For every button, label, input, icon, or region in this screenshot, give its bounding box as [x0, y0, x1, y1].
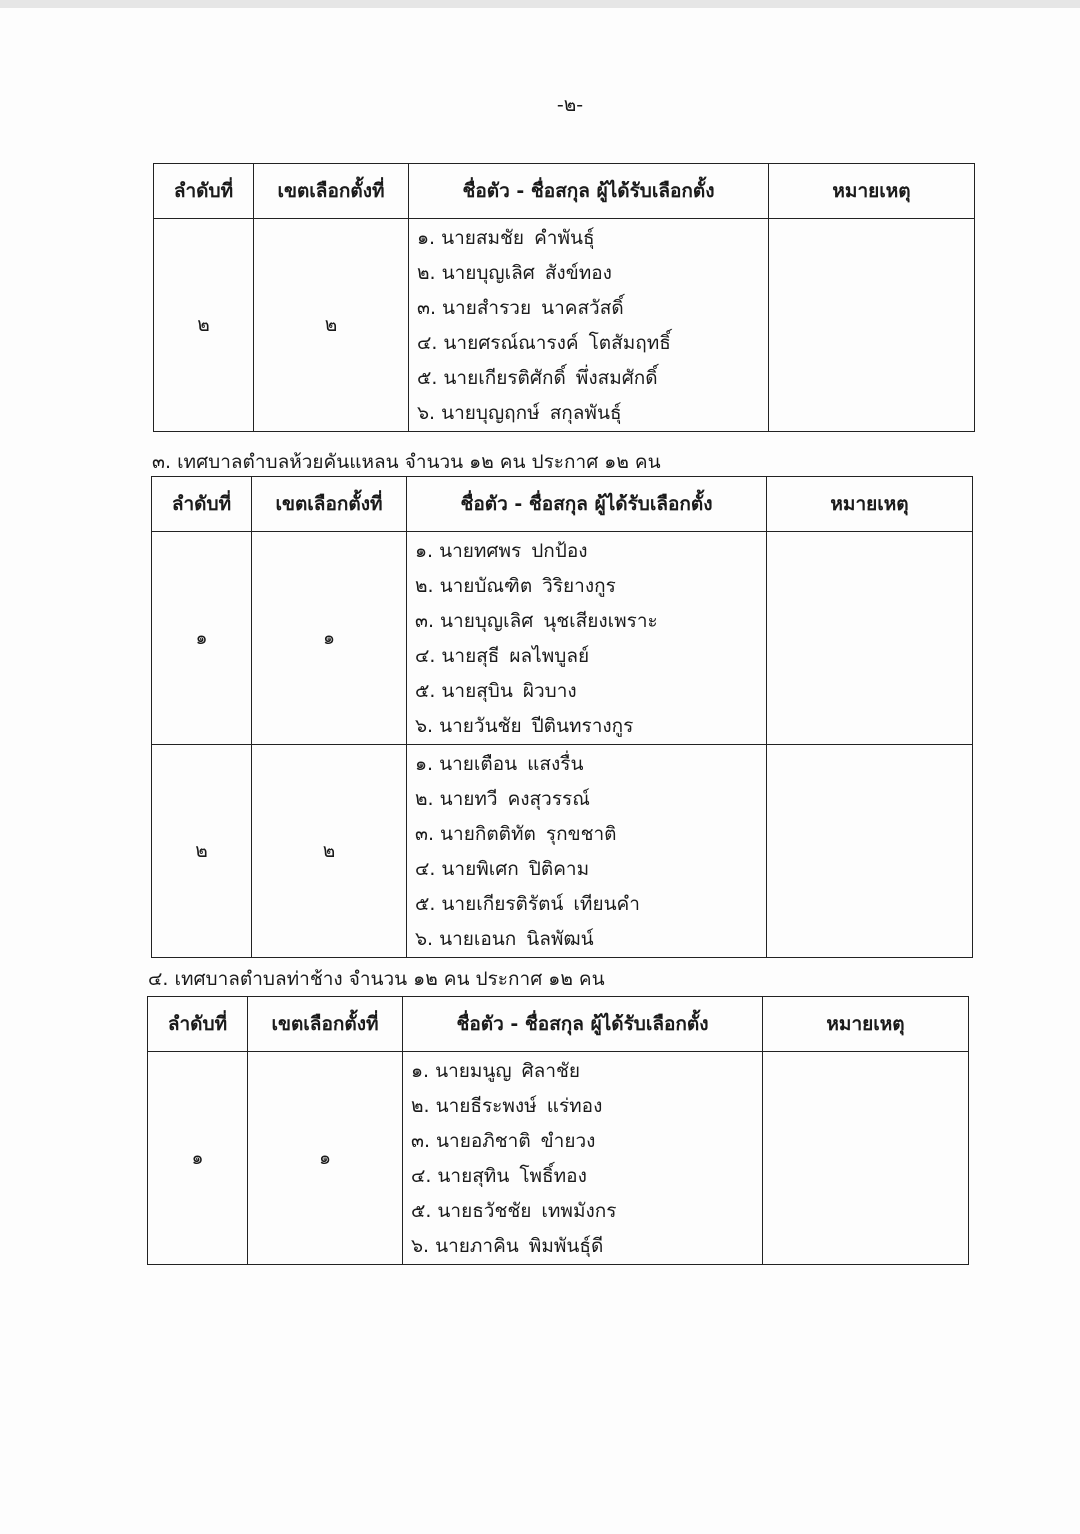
- given-name: นายบัณฑิต: [439, 575, 533, 597]
- header-district: เขตเลือกตั้งที่: [252, 477, 407, 532]
- surname: วิริยางกูร: [542, 575, 616, 597]
- header-remark: หมายเหตุ: [767, 477, 973, 532]
- name-list-item: [415, 817, 766, 852]
- name-number: ๓.: [415, 823, 435, 845]
- names-cell: [409, 219, 769, 432]
- given-name: นายบุญเลิศ: [441, 262, 535, 284]
- section-1: [151, 476, 973, 958]
- header-district: เขตเลือกตั้งที่: [248, 997, 403, 1052]
- district-cell: ๑: [248, 1052, 403, 1265]
- given-name: นายเอนก: [439, 928, 517, 950]
- table-header-row: [152, 477, 973, 532]
- header-district: เขตเลือกตั้งที่: [254, 164, 409, 219]
- results-table-tha-chang: [147, 996, 969, 1265]
- surname: ผิวบาง: [522, 680, 577, 702]
- surname: คงสุวรรณ์: [507, 788, 590, 810]
- surname: คำพันธุ์: [534, 227, 595, 249]
- name-number: ๖.: [415, 715, 434, 737]
- name-number: ๑.: [415, 753, 434, 775]
- header-name: ชื่อตัว - ชื่อสกุล ผู้ได้รับเลือกตั้ง: [403, 997, 763, 1052]
- name-list-item: [415, 639, 766, 674]
- name-number: ๔.: [411, 1165, 432, 1187]
- header-name: ชื่อตัว - ชื่อสกุล ผู้ได้รับเลือกตั้ง: [407, 477, 767, 532]
- surname: เทพมังกร: [541, 1200, 617, 1222]
- surname: รุกขชาติ: [545, 823, 617, 845]
- order-cell: ๑: [148, 1052, 248, 1265]
- order-cell: ๒: [152, 745, 252, 958]
- name-number: ๖.: [415, 928, 434, 950]
- given-name: นายสุธี: [441, 645, 500, 667]
- surname: ปกป้อง: [531, 540, 588, 562]
- surname: โพธิ์ทอง: [519, 1165, 587, 1187]
- name-number: ๕.: [415, 893, 436, 915]
- name-number: ๖.: [417, 402, 436, 424]
- name-number: ๕.: [415, 680, 436, 702]
- given-name: นายกิตติทัต: [440, 823, 536, 845]
- given-name: นายบุญฤกษ์: [441, 402, 540, 424]
- name-list-item: [415, 604, 766, 639]
- surname: ปิติคาม: [528, 858, 590, 880]
- results-table-huai-khan-laen: [151, 476, 973, 958]
- name-number: ๓.: [415, 610, 435, 632]
- surname: พึ่งสมศักดิ์: [575, 367, 658, 389]
- surname: สังข์ทอง: [544, 262, 612, 284]
- given-name: นายมนูญ: [435, 1060, 512, 1082]
- name-list-item: [411, 1089, 762, 1124]
- name-list-item: [415, 709, 766, 744]
- surname: พิมพันธุ์ดี: [528, 1235, 604, 1257]
- district-cell: ๒: [252, 745, 407, 958]
- remark-cell: [767, 745, 973, 958]
- given-name: นายศรณ์ณารงค์: [443, 332, 579, 354]
- name-list-item: [417, 396, 768, 431]
- header-name: ชื่อตัว - ชื่อสกุล ผู้ได้รับเลือกตั้ง: [409, 164, 769, 219]
- name-list-item: [411, 1159, 762, 1194]
- names-cell: [407, 745, 767, 958]
- surname: สกุลพันธุ์: [549, 402, 622, 424]
- given-name: นายทศพร: [439, 540, 522, 562]
- order-cell: ๑: [152, 532, 252, 745]
- name-list-item: [415, 852, 766, 887]
- name-list-item: [415, 782, 766, 817]
- given-name: นายพิเศก: [441, 858, 519, 880]
- name-list-item: [411, 1229, 762, 1264]
- surname: นาคสวัสดิ์: [541, 297, 624, 319]
- given-name: นายเกียรติรัตน์: [441, 893, 564, 915]
- name-number: ๒.: [415, 575, 434, 597]
- name-number: ๒.: [411, 1095, 430, 1117]
- given-name: นายบุญเลิศ: [440, 610, 534, 632]
- name-number: ๔.: [415, 645, 436, 667]
- surname: ขำยวง: [540, 1130, 596, 1152]
- given-name: นายภาคิน: [435, 1235, 519, 1257]
- remark-cell: [769, 219, 975, 432]
- section-caption-tha-chang: ๔. เทศบาลตำบลท่าช้าง จำนวน ๑๒ คน ประกาศ ๑๒ คน: [148, 968, 605, 990]
- names-cell: [407, 532, 767, 745]
- name-list-item: [415, 534, 766, 569]
- name-number: ๑.: [411, 1060, 430, 1082]
- given-name: นายสุบิน: [441, 680, 513, 702]
- page-number: -๒-: [556, 94, 584, 116]
- name-list-item: [415, 922, 766, 957]
- name-number: ๑.: [415, 540, 434, 562]
- district-cell: ๑: [252, 532, 407, 745]
- district-cell: ๒: [254, 219, 409, 432]
- header-order: ลำดับที่: [148, 997, 248, 1052]
- given-name: นายธีระพงษ์: [435, 1095, 537, 1117]
- given-name: นายสุทิน: [437, 1165, 510, 1187]
- surname: นุชเสียงเพราะ: [543, 610, 658, 632]
- header-remark: หมายเหตุ: [763, 997, 969, 1052]
- given-name: นายทวี: [439, 788, 498, 810]
- header-order: ลำดับที่: [152, 477, 252, 532]
- scan-edge: [0, 0, 1080, 8]
- name-list-item: [415, 674, 766, 709]
- table-row: [152, 532, 973, 745]
- name-list-item: [411, 1194, 762, 1229]
- surname: แสงรื่น: [527, 753, 584, 775]
- given-name: นายอภิชาติ: [436, 1130, 531, 1152]
- name-list-item: [411, 1054, 762, 1089]
- name-list-item: [417, 326, 768, 361]
- name-list-item: [415, 887, 766, 922]
- remark-cell: [763, 1052, 969, 1265]
- table-row: [152, 745, 973, 958]
- given-name: นายวันชัย: [439, 715, 522, 737]
- name-list-item: [415, 747, 766, 782]
- name-list-item: [417, 256, 768, 291]
- order-cell: ๒: [154, 219, 254, 432]
- surname: ผลไพบูลย์: [509, 645, 590, 667]
- name-list-item: [415, 569, 766, 604]
- surname: เทียนคำ: [573, 893, 640, 915]
- name-number: ๖.: [411, 1235, 430, 1257]
- results-table-continued: [153, 163, 975, 432]
- header-order: ลำดับที่: [154, 164, 254, 219]
- surname: ศิลาชัย: [521, 1060, 581, 1082]
- given-name: นายธวัชชัย: [437, 1200, 532, 1222]
- surname: นิลพัฒน์: [526, 928, 594, 950]
- name-number: ๕.: [417, 367, 438, 389]
- name-number: ๓.: [411, 1130, 431, 1152]
- surname: แร่ทอง: [546, 1095, 603, 1117]
- name-list-item: [417, 291, 768, 326]
- section-2: [147, 996, 969, 1265]
- table-header-row: [154, 164, 975, 219]
- name-number: ๔.: [417, 332, 438, 354]
- section-0: [153, 163, 975, 432]
- name-number: ๒.: [417, 262, 436, 284]
- remark-cell: [767, 532, 973, 745]
- names-cell: [403, 1052, 763, 1265]
- table-row: [154, 219, 975, 432]
- table-row: [148, 1052, 969, 1265]
- given-name: นายเกียรติศักดิ์: [443, 367, 566, 389]
- name-number: ๔.: [415, 858, 436, 880]
- name-number: ๕.: [411, 1200, 432, 1222]
- given-name: นายสำรวย: [442, 297, 532, 319]
- header-remark: หมายเหตุ: [769, 164, 975, 219]
- given-name: นายเตือน: [439, 753, 518, 775]
- name-number: ๒.: [415, 788, 434, 810]
- name-list-item: [411, 1124, 762, 1159]
- name-list-item: [417, 221, 768, 256]
- table-header-row: [148, 997, 969, 1052]
- name-number: ๑.: [417, 227, 436, 249]
- surname: โตสัมฤทธิ์: [588, 332, 671, 354]
- section-caption-huai-khan-laen: ๓. เทศบาลตำบลห้วยคันแหลน จำนวน ๑๒ คน ประกาศ ๑๒ คน: [152, 451, 661, 473]
- name-number: ๓.: [417, 297, 437, 319]
- surname: ปีตินทรางกูร: [531, 715, 634, 737]
- name-list-item: [417, 361, 768, 396]
- given-name: นายสมชัย: [441, 227, 525, 249]
